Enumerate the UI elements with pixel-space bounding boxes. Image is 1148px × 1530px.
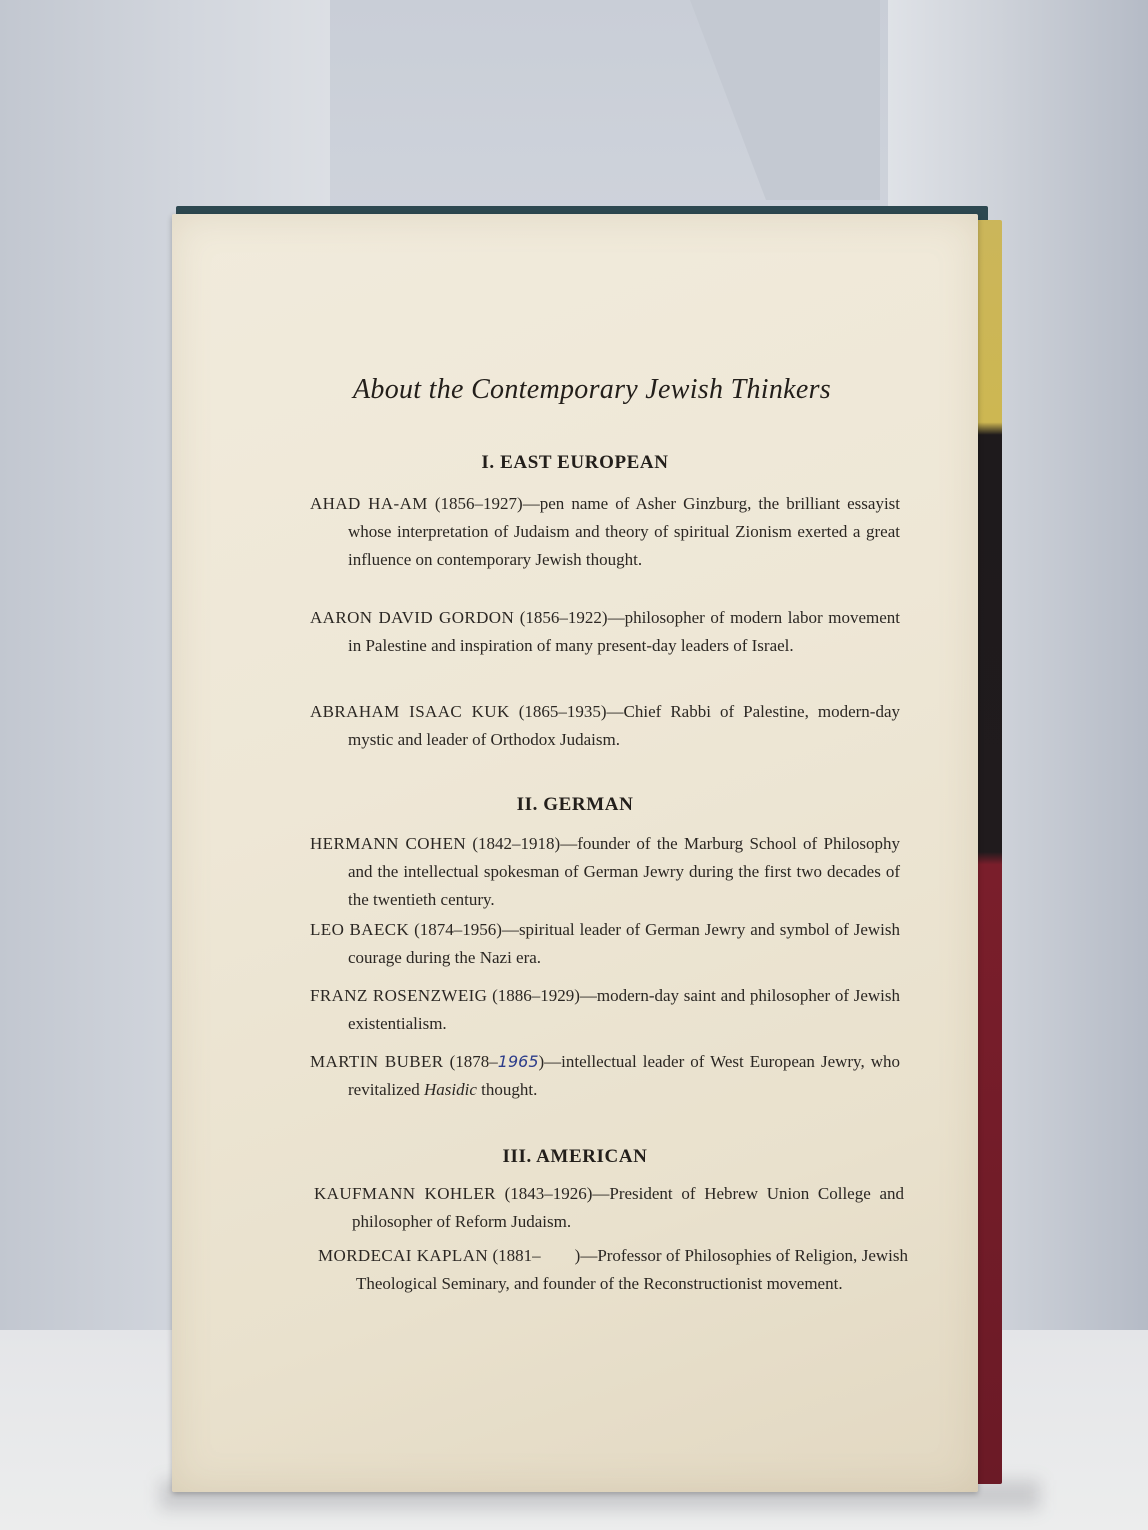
entry-name: ABRAHAM ISAAC KUK [310,702,510,721]
entry-name: HERMANN COHEN [310,834,467,853]
entry-text: —pen name of Asher Ginzburg, the brilliant essayist whose interpretation of Judaism and theory of spiritual Zionism exerted a great influence on contemporary Jewish thought. [348,494,901,569]
entry-text: —spiritual leader of German Jewry and symbol of Jewish courage during the Nazi era. [348,920,901,967]
entry-text: —Chief Rabbi of Palestine, modern-day mystic and leader of Orthodox Judaism. [348,702,900,749]
entry-abraham-isaac-kuk [310,698,900,754]
entry-text: —founder of the Marburg School of Philosophy and the intellectual spokesman of German Jewry during the first two decades of the twentieth century. [348,834,901,909]
entry-dates-end: ) [538,1052,545,1071]
entry-dates: (1886–1929) [492,986,580,1005]
entry-dates-start: (1878– [449,1052,498,1071]
entry-name: FRANZ ROSENZWEIG [310,986,488,1005]
entry-dates: (1881– ) [492,1246,581,1265]
entry-franz-rosenzweig [310,982,900,1038]
back-cover [172,214,978,1492]
entry-hermann-cohen [310,830,900,914]
cover-title: About the Contemporary Jewish Thinkers [352,374,832,405]
entry-text: —Professor of Philosophies of Religion, Jewish Theological Seminary, and founder of the Reconstructionist movement. [356,1246,908,1293]
entry-text: —philosopher of modern labor movement in Palestine and inspiration of many present-day leaders of Israel. [348,608,900,655]
section-heading-german: II. GERMAN [516,794,634,815]
handwritten-date: 1965 [497,1052,539,1071]
entry-text: —President of Hebrew Union College and philosopher of Reform Judaism. [352,1184,904,1231]
shelf-corner [690,0,880,200]
entry-mordecai-kaplan [318,1242,908,1298]
entry-ahad-ha-am [310,490,900,574]
entry-leo-baeck [310,916,900,972]
entry-text: —modern-day saint and philosopher of Jewish existentialism. [348,986,901,1033]
entry-name: AHAD HA-AM [310,494,428,513]
entry-aaron-david-gordon [310,604,900,660]
entry-dates: (1856–1922) [519,608,608,627]
book [172,206,996,1496]
entry-name: AARON DAVID GORDON [310,608,515,627]
entry-dates: (1856–1927) [434,494,523,513]
entry-text: —intellectual leader of West European Jewry, who revitalized [348,1052,901,1099]
entry-dates: (1874–1956) [414,920,502,939]
section-heading-american: III. AMERICAN [502,1146,648,1167]
entry-kaufmann-kohler [314,1180,904,1236]
entry-text-end: thought. [476,1080,538,1099]
entry-martin-buber [310,1048,900,1104]
entry-dates: (1865–1935) [518,702,607,721]
section-heading-east-european: I. EAST EUROPEAN [481,452,669,473]
entry-name: LEO BAECK [310,920,410,939]
entry-name: MARTIN BUBER [310,1052,444,1071]
entry-dates [450,1052,545,1071]
entry-name: MORDECAI KAPLAN [318,1246,489,1265]
entry-name: KAUFMANN KOHLER [314,1184,496,1203]
entry-dates: (1842–1918) [472,834,561,853]
entry-dates: (1843–1926) [504,1184,593,1203]
entry-text-italic: Hasidic [424,1080,477,1099]
